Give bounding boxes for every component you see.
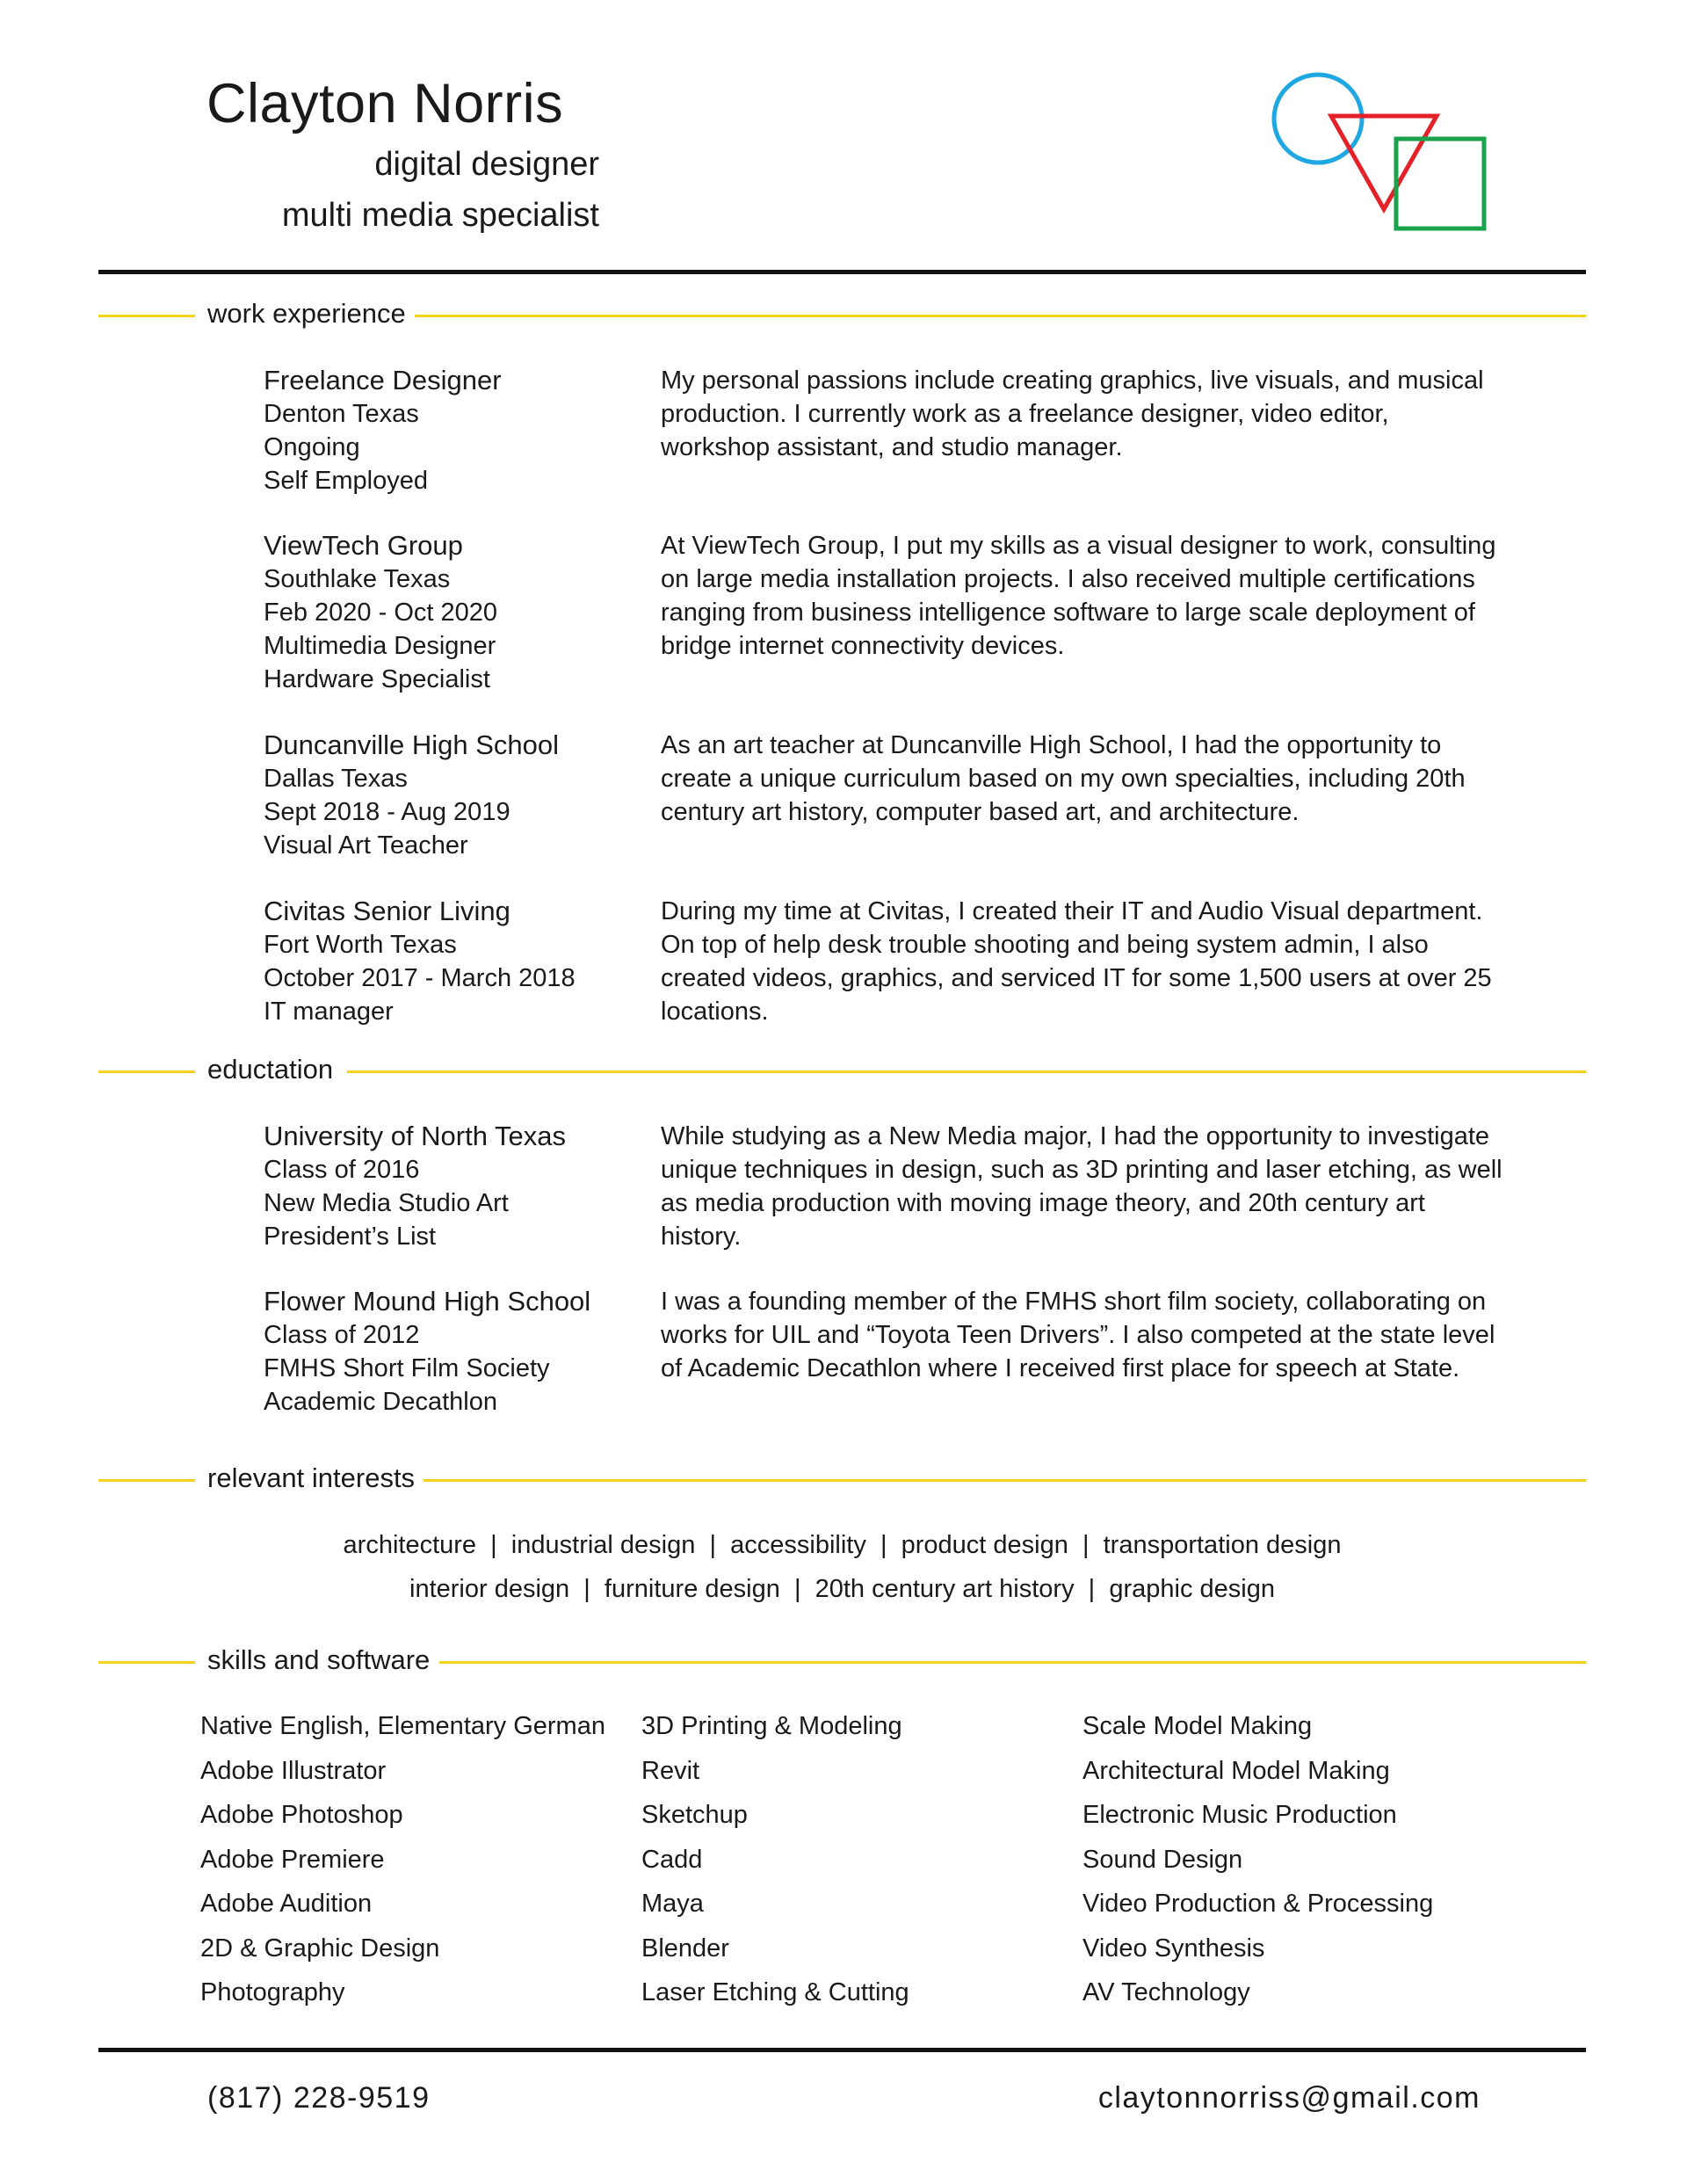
entry-detail: President’s List	[264, 1223, 437, 1251]
job-title-secondary: multi media specialist	[281, 197, 599, 234]
section-rule-left	[98, 1661, 195, 1664]
work-entry-civitas	[264, 895, 576, 1028]
entry-detail: Multimedia Designer	[264, 632, 496, 660]
skill-item: Revit	[641, 1756, 700, 1785]
entry-detail: Sept 2018 - Aug 2019	[264, 798, 510, 826]
section-rule-right	[415, 315, 1586, 317]
logo-shapes-icon	[1270, 69, 1489, 236]
skill-item: 2D & Graphic Design	[200, 1934, 440, 1963]
section-heading-interests: relevant interests	[207, 1462, 416, 1493]
skill-item: Electronic Music Production	[1082, 1801, 1397, 1829]
section-rule-right	[424, 1479, 1586, 1482]
entry-detail: FMHS Short Film Society	[264, 1354, 550, 1382]
section-rule-left	[98, 315, 195, 317]
entry-detail: Southlake Texas	[264, 565, 451, 593]
contact-phone[interactable]: (817) 228-9519	[207, 2081, 431, 2115]
skill-item: 3D Printing & Modeling	[641, 1712, 902, 1740]
skill-item: Sound Design	[1082, 1845, 1243, 1874]
entry-detail: Academic Decathlon	[264, 1388, 497, 1416]
work-entry-viewtech	[264, 529, 497, 696]
entry-detail: Self Employed	[264, 467, 428, 495]
skill-item: Scale Model Making	[1082, 1712, 1313, 1740]
skill-item: Adobe Illustrator	[200, 1756, 387, 1785]
entry-description: While studying as a New Media major, I had the opportunity to investigate unique techniques in design, such as 3D printing and laser etching, as well as media production with moving image theory, and 20th century art history.	[661, 1122, 1502, 1251]
entry-title: University of North Texas	[264, 1121, 566, 1151]
header-divider	[98, 270, 1586, 274]
skill-item: Blender	[641, 1934, 729, 1963]
interests-line: architecture | industrial design | accessibility | product design | transportation design	[343, 1531, 1342, 1559]
entry-detail: Visual Art Teacher	[264, 831, 468, 860]
entry-title: Flower Mound High School	[264, 1286, 591, 1317]
skill-item: Adobe Photoshop	[200, 1801, 403, 1829]
education-entry-fmhs	[264, 1285, 590, 1419]
entry-detail: Class of 2012	[264, 1321, 420, 1349]
footer-divider	[98, 2048, 1586, 2052]
skill-item: Maya	[641, 1890, 704, 1918]
entry-description: During my time at Civitas, I created their IT and Audio Visual department. On top of help desk trouble shooting and being system admin, I also created videos, graphics, and serviced IT for some 1,500 users at over 25 locations.	[661, 897, 1492, 1026]
entry-description: I was a founding member of the FMHS short film society, collaborating on works for UIL and “Toyota Teen Drivers”. I also competed at the state level of Academic Decathlon where I received first place for speech at State.	[661, 1288, 1495, 1382]
section-rule-right	[439, 1661, 1586, 1664]
interests-list	[98, 1523, 1586, 1611]
job-title-primary: digital designer	[374, 146, 599, 183]
skill-item: Adobe Premiere	[200, 1845, 385, 1874]
entry-detail: Feb 2020 - Oct 2020	[264, 599, 497, 627]
entry-detail: Hardware Specialist	[264, 665, 490, 693]
entry-title: Civitas Senior Living	[264, 896, 510, 926]
entry-detail: Fort Worth Texas	[264, 931, 457, 959]
entry-detail: Ongoing	[264, 433, 360, 461]
entry-title: Freelance Designer	[264, 365, 502, 395]
skills-column-1	[200, 1704, 605, 2015]
entry-detail: New Media Studio Art	[264, 1189, 509, 1217]
entry-title: ViewTech Group	[264, 530, 463, 561]
entry-description: At ViewTech Group, I put my skills as a visual designer to work, consulting on large media installation projects. I also received multiple certifications ranging from business intelligence software to large scale deployment of bridge internet connectivity devices.	[661, 532, 1496, 660]
logo-square-icon	[1396, 139, 1484, 229]
skill-item: Architectural Model Making	[1082, 1756, 1390, 1785]
skill-item: Adobe Audition	[200, 1890, 373, 1918]
skill-item: Cadd	[641, 1845, 703, 1874]
skills-column-2	[641, 1704, 909, 2015]
entry-detail: Denton Texas	[264, 400, 419, 428]
skill-item: Native English, Elementary German	[200, 1712, 605, 1740]
section-rule-left	[98, 1070, 195, 1073]
entry-description: As an art teacher at Duncanville High School, I had the opportunity to create a unique curriculum based on my own specialties, including 20th century art history, computer based art, and architecture.	[661, 731, 1466, 826]
work-entry-duncanville	[264, 729, 559, 862]
skill-item: Sketchup	[641, 1801, 748, 1829]
section-heading-skills: skills and software	[207, 1644, 431, 1675]
skills-column-3	[1082, 1704, 1433, 2015]
contact-email[interactable]: claytonnorriss@gmail.com	[1097, 2081, 1481, 2115]
entry-title: Duncanville High School	[264, 729, 560, 760]
skill-item: Photography	[200, 1978, 345, 2006]
skill-item: Video Synthesis	[1082, 1934, 1265, 1963]
work-entry-freelance	[264, 364, 502, 497]
section-heading-work: work experience	[207, 298, 406, 329]
page-title: Clayton Norris	[206, 73, 564, 134]
section-rule-right	[347, 1070, 1586, 1073]
skill-item: Laser Etching & Cutting	[641, 1978, 909, 2006]
entry-detail: Class of 2016	[264, 1156, 420, 1184]
section-heading-education: eductation	[207, 1054, 334, 1085]
section-rule-left	[98, 1479, 195, 1482]
entry-detail: October 2017 - March 2018	[264, 964, 576, 992]
skill-item: AV Technology	[1082, 1978, 1250, 2006]
logo-triangle-icon	[1331, 116, 1437, 209]
entry-detail: Dallas Texas	[264, 765, 408, 793]
education-entry-unt	[264, 1120, 566, 1253]
entry-description: My personal passions include creating graphics, live visuals, and musical production. I currently work as a freelance designer, video editor, workshop assistant, and studio manager.	[661, 366, 1484, 461]
interests-line: interior design | furniture design | 20th century art history | graphic design	[409, 1575, 1275, 1603]
entry-detail: IT manager	[264, 998, 394, 1026]
skill-item: Video Production & Processing	[1082, 1890, 1434, 1918]
